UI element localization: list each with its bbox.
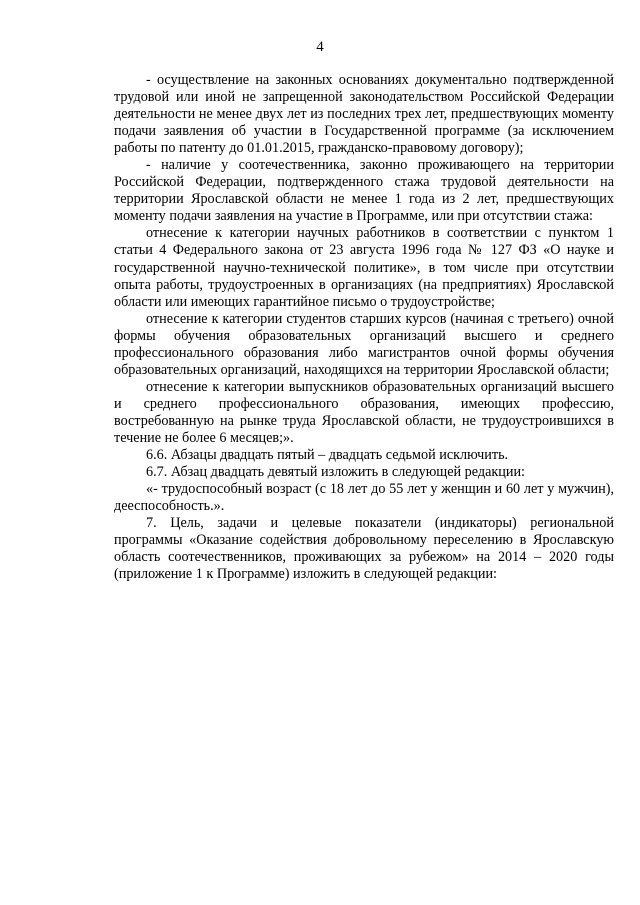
paragraph-item-7: 7. Цель, задачи и целевые показатели (индикаторы) региональной программы «Оказание содействия добровольному переселению в Ярославскую область соотечественников, проживающих за рубежом» на 2014 – 2020 годы (приложение 1 к Программе) изложить в следующей редакции:	[114, 515, 614, 583]
paragraph-scientific-workers: отнесение к категории научных работников в соответствии с пунктом 1 статьи 4 Федерального закона от 23 августа 1996 года № 127 ФЗ «О науке и государственной научно-технической политике», в том числе при отсутствии опыта работы, трудоустроенных в организациях (на предприятиях) Ярославской области или имеющих гарантийное письмо о трудоустройстве;	[114, 225, 614, 310]
paragraph-work-experience: - осуществление на законных основаниях документально подтвержденной трудовой или иной не запрещенной законодательством Российской Федерации деятельности не менее двух лет из последних трех лет, предшествующих моменту подачи заявления об участии в Государственной программе (за исключением работы по патенту до 01.01.2015, гражданско-правовому договору);	[114, 72, 614, 157]
paragraph-senior-students: отнесение к категории студентов старших курсов (начиная с третьего) очной формы обучения образовательных организаций высшего и среднего профессионального образования либо магистрантов очной формы обучения образовательных организаций, находящихся на территории Ярославской области;	[114, 310, 614, 378]
page-number: 4	[316, 39, 324, 55]
paragraph-graduates: отнесение к категории выпускников образовательных организаций высшего и среднего профессионального образования, имеющих профессию, востребованную на рынке труда Ярославской области, не трудоустроившихся в течение не более 6 месяцев;».	[114, 378, 614, 446]
paragraph-work-stage-yaroslavl: - наличие у соотечественника, законно проживающего на территории Российской Федерации, подтвержденного стажа трудовой деятельности на территории Ярославской области не менее 1 года из 2 лет, предшествующих моменту подачи заявления на участие в Программе, или при отсутствии стажа:	[114, 157, 614, 225]
document-body	[114, 72, 614, 583]
paragraph-working-age: «- трудоспособный возраст (с 18 лет до 55 лет у женщин и 60 лет у мужчин), дееспособность.».	[114, 481, 614, 515]
paragraph-item-6-7: 6.7. Абзац двадцать девятый изложить в следующей редакции:	[146, 464, 525, 481]
paragraph-item-6-6: 6.6. Абзацы двадцать пятый – двадцать седьмой исключить.	[146, 447, 509, 464]
